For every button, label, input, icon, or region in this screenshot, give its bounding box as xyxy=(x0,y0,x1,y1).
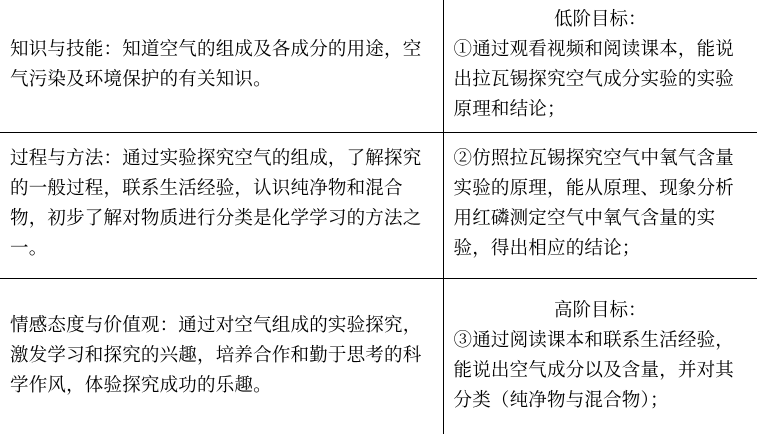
table-row xyxy=(0,0,757,132)
table-row xyxy=(0,278,757,434)
level-cell-low xyxy=(443,0,757,132)
objective-text: 过程与方法：通过实验探究空气的组成，了解探究的一般过程，联系生活经验，认识纯净物和混合物，初步了解对物质进行分类是化学学习的方法之一。 xyxy=(10,149,422,260)
level-text: ②仿照拉瓦锡探究空气中氧气含量实验的原理，能从原理、现象分析用红磷测定空气中氧气含量的实验，得出相应的结论； xyxy=(453,149,735,260)
objective-cell-attitude xyxy=(0,278,443,434)
table-row xyxy=(0,132,757,278)
objective-text: 知识与技能：知道空气的组成及各成分的用途，空气污染及环境保护的有关知识。 xyxy=(10,39,422,90)
level-heading-low: 低阶目标： xyxy=(553,10,647,30)
objective-text: 情感态度与价值观：通过对空气组成的实验探究，激发学习和探究的兴趣，培养合作和勤于思考的科学作风，体验探究成功的乐趣。 xyxy=(10,315,422,396)
objective-cell-knowledge xyxy=(0,0,443,132)
objective-cell-process xyxy=(0,132,443,278)
level-text: ①通过观看视频和阅读课本，能说出拉瓦锡探究空气成分实验的实验原理和结论； xyxy=(453,39,735,120)
level-cell-middle xyxy=(443,132,757,278)
level-text: ③通过阅读课本和联系生活经验，能说出空气成分以及含量，并对其分类（纯净物与混合物）； xyxy=(453,330,735,411)
level-cell-high xyxy=(443,278,757,434)
level-heading-high: 高阶目标： xyxy=(553,300,647,321)
